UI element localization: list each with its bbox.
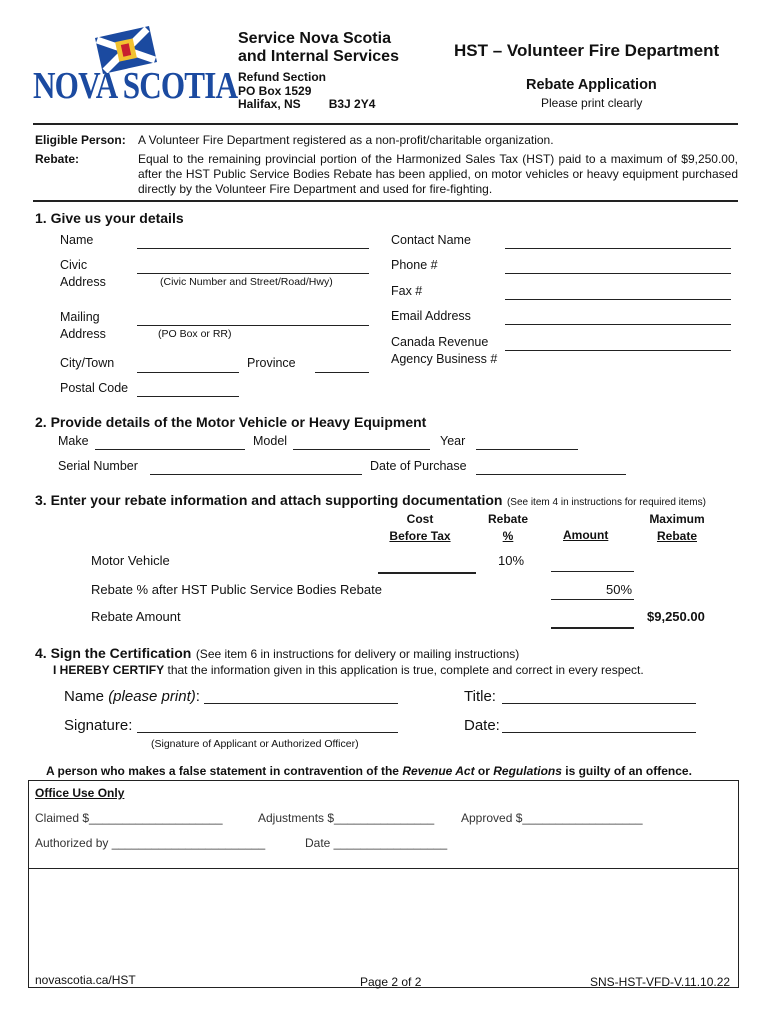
title-field[interactable] [502,688,696,704]
office-adjustments: Adjustments $_______________ [258,811,435,825]
footer-form-code: SNS-HST-VFD-V.11.10.22 [590,975,731,989]
model-label: Model [253,434,288,448]
rebate-amount-field[interactable] [551,611,634,627]
form-subtitle: Rebate Application [526,77,657,93]
civic-address-label: Address [60,275,106,289]
make-field[interactable] [95,434,245,450]
certify-statement: I HEREBY CERTIFY that the information given in this application is true, complete and correct in every respect. [53,663,644,677]
postal-code-line [137,396,239,397]
cost-before-tax-field[interactable] [378,556,476,572]
email-field[interactable] [505,309,731,325]
logo-wordmark: NOVA SCOTIA [33,65,238,107]
section3-title: 3. Enter your rebate information and attach supporting documentation [35,492,503,508]
col-amount: Amount [563,528,609,542]
cra-label-line1: Canada Revenue [391,335,489,349]
cra-business-number-field[interactable] [505,335,731,351]
make-label: Make [58,434,89,448]
eligible-label: Eligible Person: [35,133,126,147]
section4-title: 4. Sign the Certification [35,645,192,661]
civic-label: Civic [60,258,88,272]
header-divider [33,123,738,125]
date-label: Date: [464,717,500,734]
office-approved: Approved $__________________ [461,811,643,825]
section3-heading [35,492,706,510]
signature-field[interactable] [137,717,398,733]
section4-note: (See item 6 in instructions for delivery or mailing instructions) [195,647,520,661]
year-label: Year [440,434,466,448]
name-line [137,248,369,249]
model-line [293,449,430,450]
office-authorized-by: Authorized by _______________________ [35,836,266,850]
motor-vehicle-label: Motor Vehicle [91,553,170,568]
signature-label: Signature: [64,717,133,734]
mailing-hint: (PO Box or RR) [158,328,232,340]
civic-hint: (Civic Number and Street/Road/Hwy) [160,276,333,288]
footer-box [28,867,739,988]
rebate-label: Rebate: [35,152,80,166]
motor-vehicle-amount-field[interactable] [551,556,634,572]
print-name-field[interactable] [204,688,398,704]
fax-label: Fax # [391,284,423,298]
rebate-amount-label: Rebate Amount [91,609,181,624]
postal-code-field[interactable] [137,381,239,397]
city-label: City/Town [60,356,115,370]
rebate-text: Equal to the remaining provincial portion of the Harmonized Sales Tax (HST) paid to a maximum of $9,250.00, after the HST Public Service Bodies Rebate has been applied, on motor vehicles or heavy equipment purchased directly by the Volunteer Fire Department and used for fire-fighting. [138,152,738,196]
phone-label: Phone # [391,258,438,272]
civic-address-field[interactable] [137,258,369,274]
form-title: HST – Volunteer Fire Department [454,41,720,60]
province-field[interactable] [315,356,369,372]
maximum-rebate-value: $9,250.00 [647,609,705,624]
signature-line [137,732,398,733]
date-field[interactable] [502,717,696,733]
city-line [137,372,239,373]
section1-title: 1. Give us your details [35,210,184,226]
col-cost: Cost Before Tax [389,512,451,543]
contact-name-line [505,248,731,249]
year-field[interactable] [476,434,578,450]
col-rebate: Rebate % [487,512,528,543]
mailing-address-label: Address [60,327,106,341]
city-field[interactable] [137,356,239,372]
fax-line [505,299,731,300]
after-pst-rebate-pct: 50% [606,582,633,597]
purchase-date-line [476,474,626,475]
print-note: Please print clearly [541,96,643,110]
footer-page-number: Page 2 of 2 [360,975,422,989]
contact-name-field[interactable] [505,233,731,249]
cost-before-tax-line [378,572,476,574]
title-label: Title: [464,688,496,705]
col-maximum: Maximum Rebate [649,512,705,543]
postal-code-label: Postal Code [60,381,129,395]
purchase-date-label: Date of Purchase [370,459,467,473]
mailing-address: Refund Section PO Box 1529 Halifax, NS B3J 2Y4 [238,70,376,111]
rebate-amount-line [551,627,634,629]
mailing-address-line [137,325,369,326]
intro-divider [33,200,738,202]
purchase-date-field[interactable] [476,459,626,475]
civic-address-line [137,273,369,274]
eligible-text: A Volunteer Fire Department registered as a non-profit/charitable organization. [138,133,554,147]
motor-vehicle-amount-line [551,571,634,572]
section2-title: 2. Provide details of the Motor Vehicle or Heavy Equipment [35,414,427,430]
print-name-label: Name (please print): [64,688,200,705]
signature-hint: (Signature of Applicant or Authorized Officer) [151,738,359,750]
section3-note: (See item 4 in instructions for required items) [506,497,706,508]
email-line [505,324,731,325]
motor-vehicle-rebate-pct: 10% [498,553,525,568]
fax-field[interactable] [505,284,731,300]
after-pst-rebate-label: Rebate % after HST Public Service Bodies Rebate [91,582,382,597]
footer-url: novascotia.ca/HST [35,973,136,987]
phone-line [505,273,731,274]
province-label: Province [247,356,296,370]
office-claimed: Claimed $____________________ [35,811,223,825]
print-name-line [204,703,398,704]
name-field[interactable] [137,233,369,249]
serial-number-line [150,474,362,475]
after-pst-rebate-line [551,599,634,600]
title-line [502,703,696,704]
province-line [315,372,369,373]
mailing-address-field[interactable] [137,310,369,326]
phone-field[interactable] [505,258,731,274]
cra-label-line2: Agency Business # [391,352,498,366]
date-line [502,732,696,733]
department-name: Service Nova Scotia and Internal Services [238,30,399,65]
logo [33,26,238,107]
email-label: Email Address [391,309,471,323]
serial-number-field[interactable] [150,459,362,475]
year-line [476,449,578,450]
make-line [95,449,245,450]
model-field[interactable] [293,434,430,450]
false-statement-warning: A person who makes a false statement in contravention of the Revenue Act or Regulations is guilty of an offence. [46,764,692,778]
contact-name-label: Contact Name [391,233,471,247]
section4-heading [35,645,519,663]
name-label: Name [60,233,94,247]
office-date: Date _________________ [305,836,448,850]
serial-number-label: Serial Number [58,459,138,473]
office-use-title: Office Use Only [35,786,125,800]
mailing-label: Mailing [60,310,100,324]
cra-business-number-line [505,350,731,351]
